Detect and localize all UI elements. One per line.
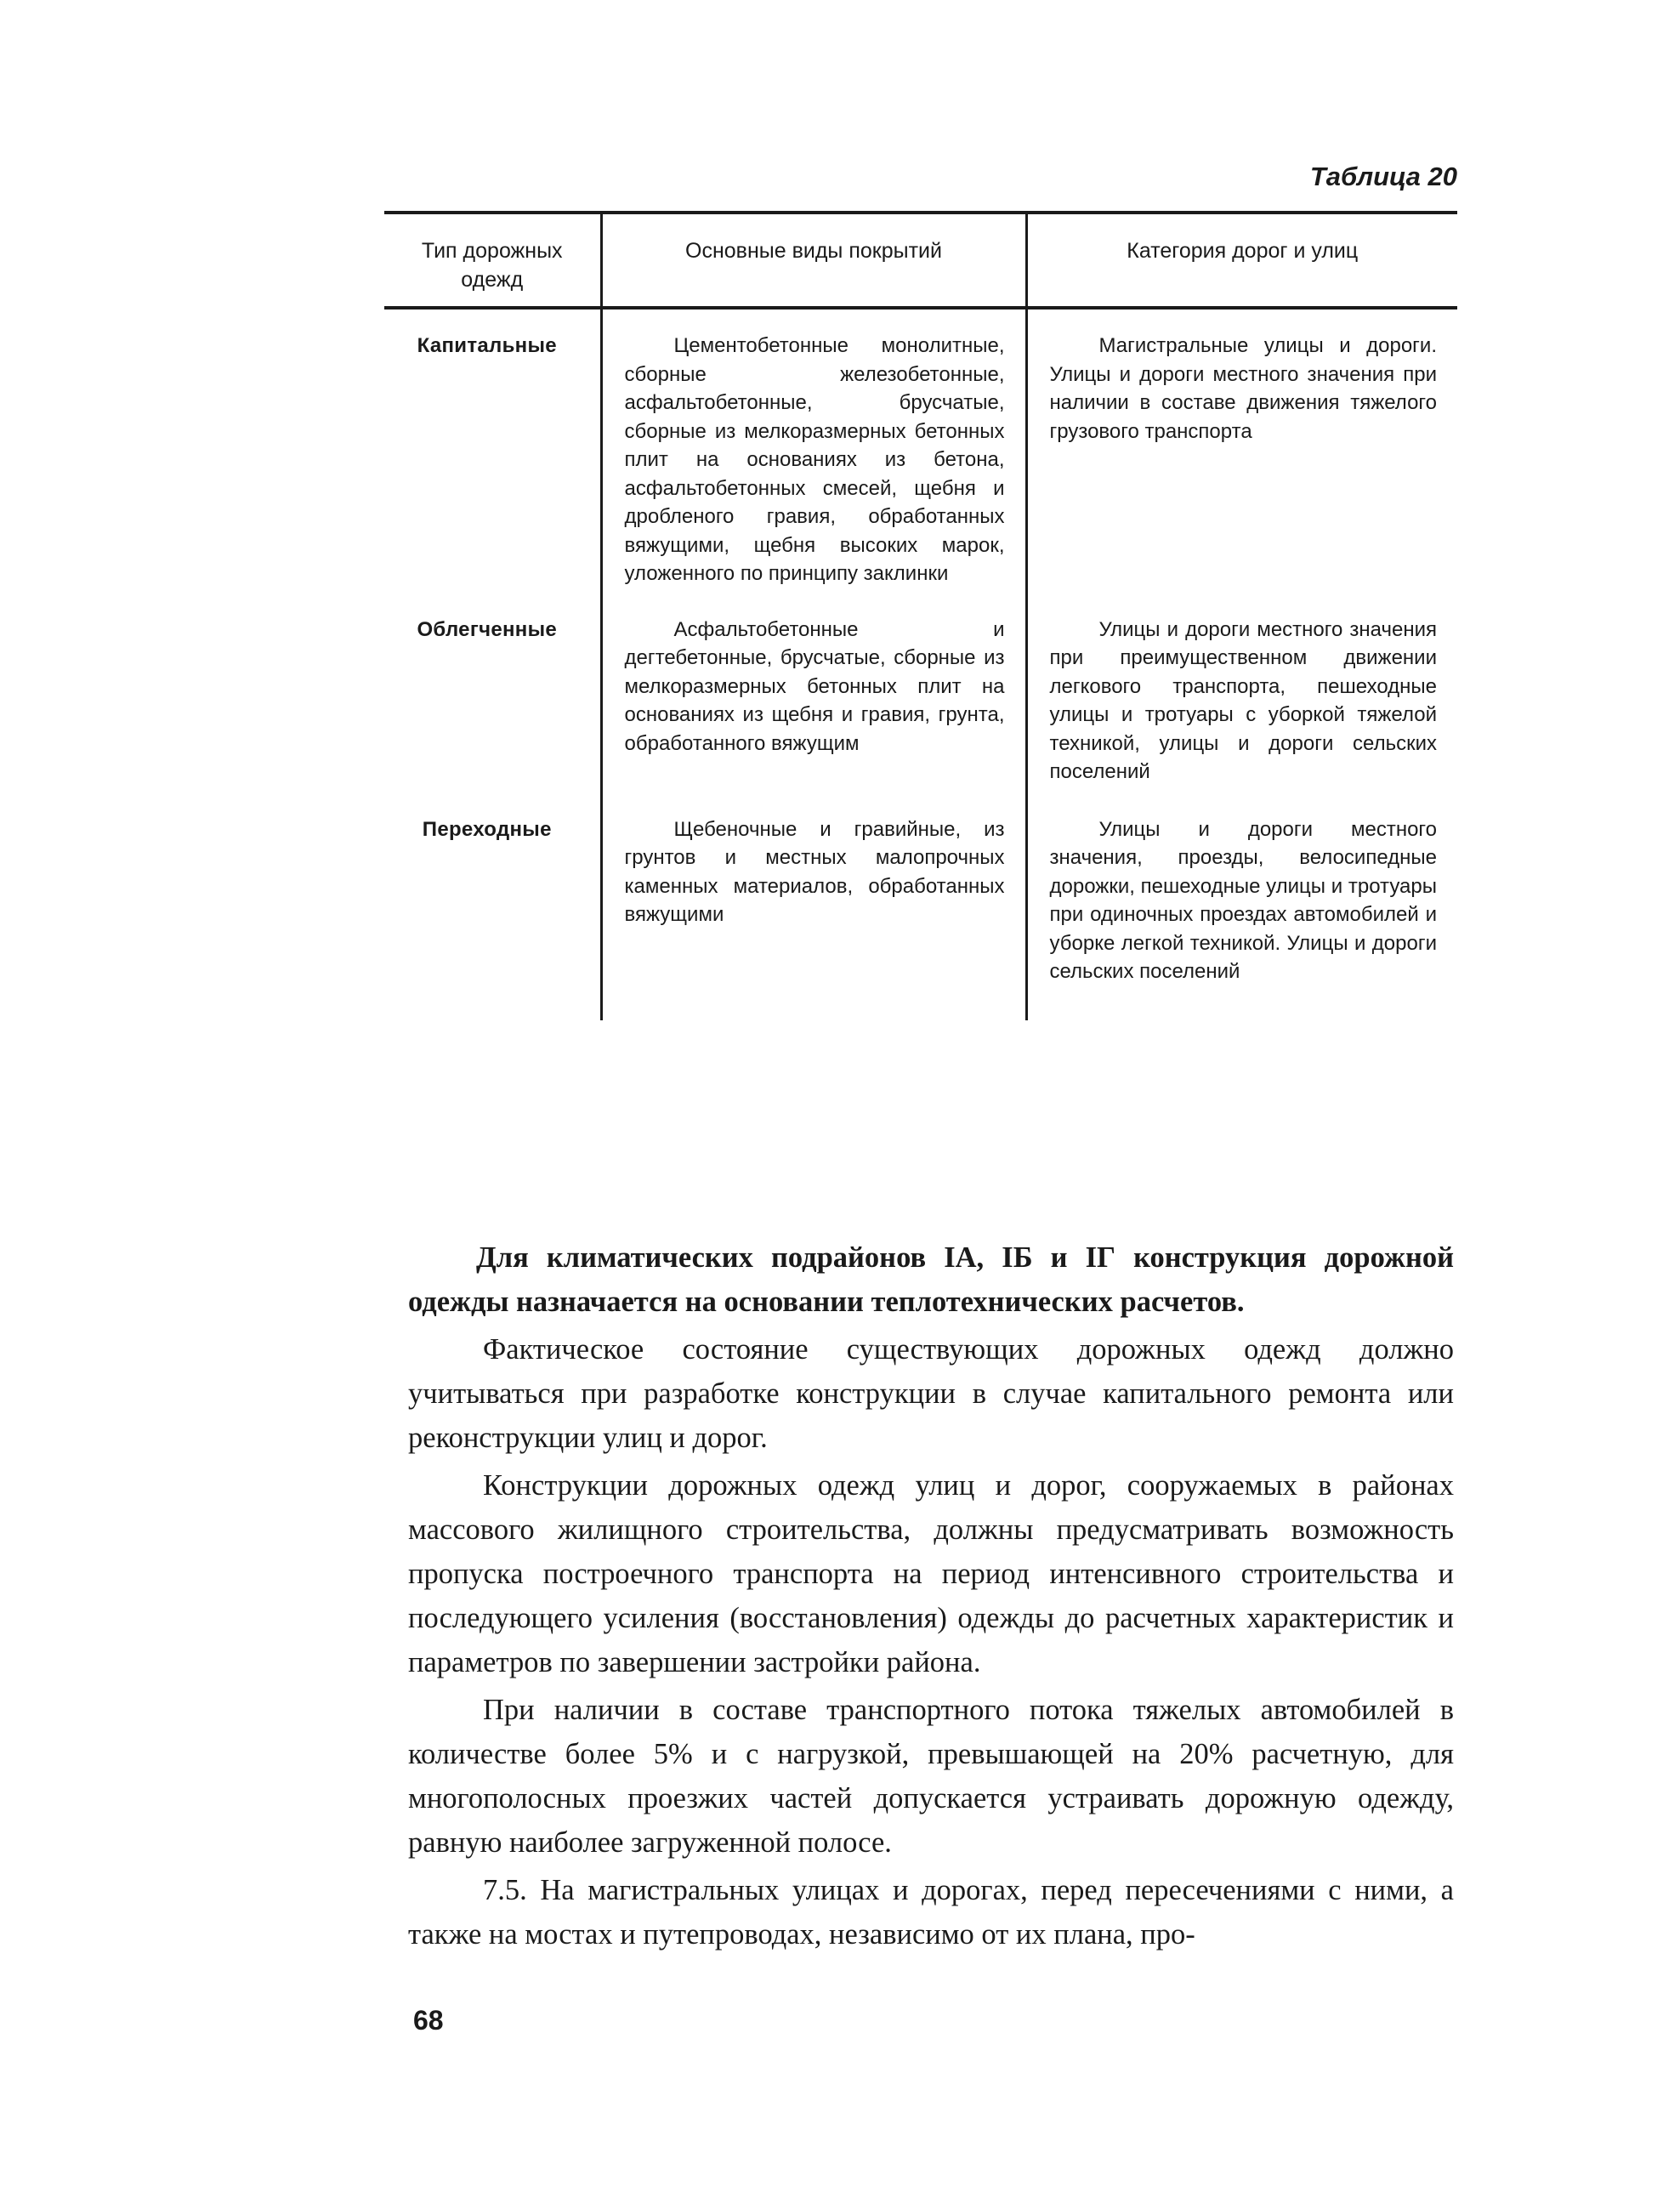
cell-coverings: Асфальтобетонные и дегтебетонные, брусчатые, сборные из мелкоразмерных бетонных плит на основаниях из щебня и гравия, грунта, обработанного вяжущим: [601, 605, 1026, 807]
paragraph: 7.5. На магистральных улицах и дорогах, перед пересечениями с ними, а также на мостах и путепроводах, независимо от их плана, про-: [408, 1874, 1454, 1951]
cell-coverings: Щебеночные и гравийные, из грунтов и местных малопрочных каменных материалов, обработанных вяжущими: [601, 807, 1026, 1020]
table-row: [384, 605, 1457, 807]
page-number: 68: [413, 2005, 444, 2036]
paragraph: При наличии в составе транспортного потока тяжелых автомобилей в количестве более 5% и с нагрузкой, превышающей на 20% расчетную, для многополосных проезжих частей допускается устраивать дорожную одежду, равную наиболее загруженной полосе.: [408, 1694, 1454, 1859]
table-row: [384, 807, 1457, 1020]
cell-pavement-type: Облегченные: [417, 617, 558, 641]
cell-pavement-type: Переходные: [422, 817, 552, 841]
header-road-category: Категория дорог и улиц: [1026, 214, 1457, 308]
paragraph: Для климатических подрайонов IA, IБ и IГ конструкция дорожной одежды назначается на основании теплотехнических расчетов.: [408, 1241, 1454, 1318]
header-covering-types: Основные виды покрытий: [601, 214, 1026, 308]
body-text: [408, 1235, 1454, 1960]
paragraph: Конструкции дорожных одежд улиц и дорог, сооружаемых в районах массового жилищного строительства, должны предусматривать возможность пропуска построечного транспорта на период интенсивного строительства и последующего усиления (восстановления) одежды до расчетных характеристик и параметров по завершении застройки района.: [408, 1469, 1454, 1678]
cell-road-category: Магистральные улицы и дороги. Улицы и дороги местного значения при наличии в составе движения тяжелого грузового транспорта: [1026, 308, 1457, 605]
paragraph: Фактическое состояние существующих дорожных одежд должно учитываться при разработке конструкции в случае капитального ремонта или реконструкции улиц и дорог.: [408, 1333, 1454, 1454]
header-pavement-type: Тип дорожных одежд: [384, 214, 601, 308]
table-caption: Таблица 20: [1309, 162, 1457, 191]
table-header-row: [384, 214, 1457, 308]
table-row: [384, 308, 1457, 605]
cell-road-category: Улицы и дороги местного значения при преимущественном движении легкового транспорта, пешеходные улицы и тротуары с уборкой тяжелой техникой, улицы и дороги сельских поселений: [1026, 605, 1457, 807]
cell-coverings: Цементобетонные монолитные, сборные железобетонные, асфальтобетонные, брусчатые, сборные из мелкоразмерных бетонных плит на основаниях из бетона, асфальтобетонных смесей, щебня и дробленого гравия, обработанных вяжущими, щебня высоких марок, уложенного по принципу заклинки: [601, 308, 1026, 605]
cell-pavement-type: Капитальные: [417, 334, 557, 357]
cell-road-category: Улицы и дороги местного значения, проезды, велосипедные дорожки, пешеходные улицы и тротуары при одиночных проездах автомобилей и уборке легкой техникой. Улицы и дороги сельских поселений: [1026, 807, 1457, 1020]
road-pavement-table: [384, 211, 1457, 1020]
table: [384, 214, 1457, 1020]
